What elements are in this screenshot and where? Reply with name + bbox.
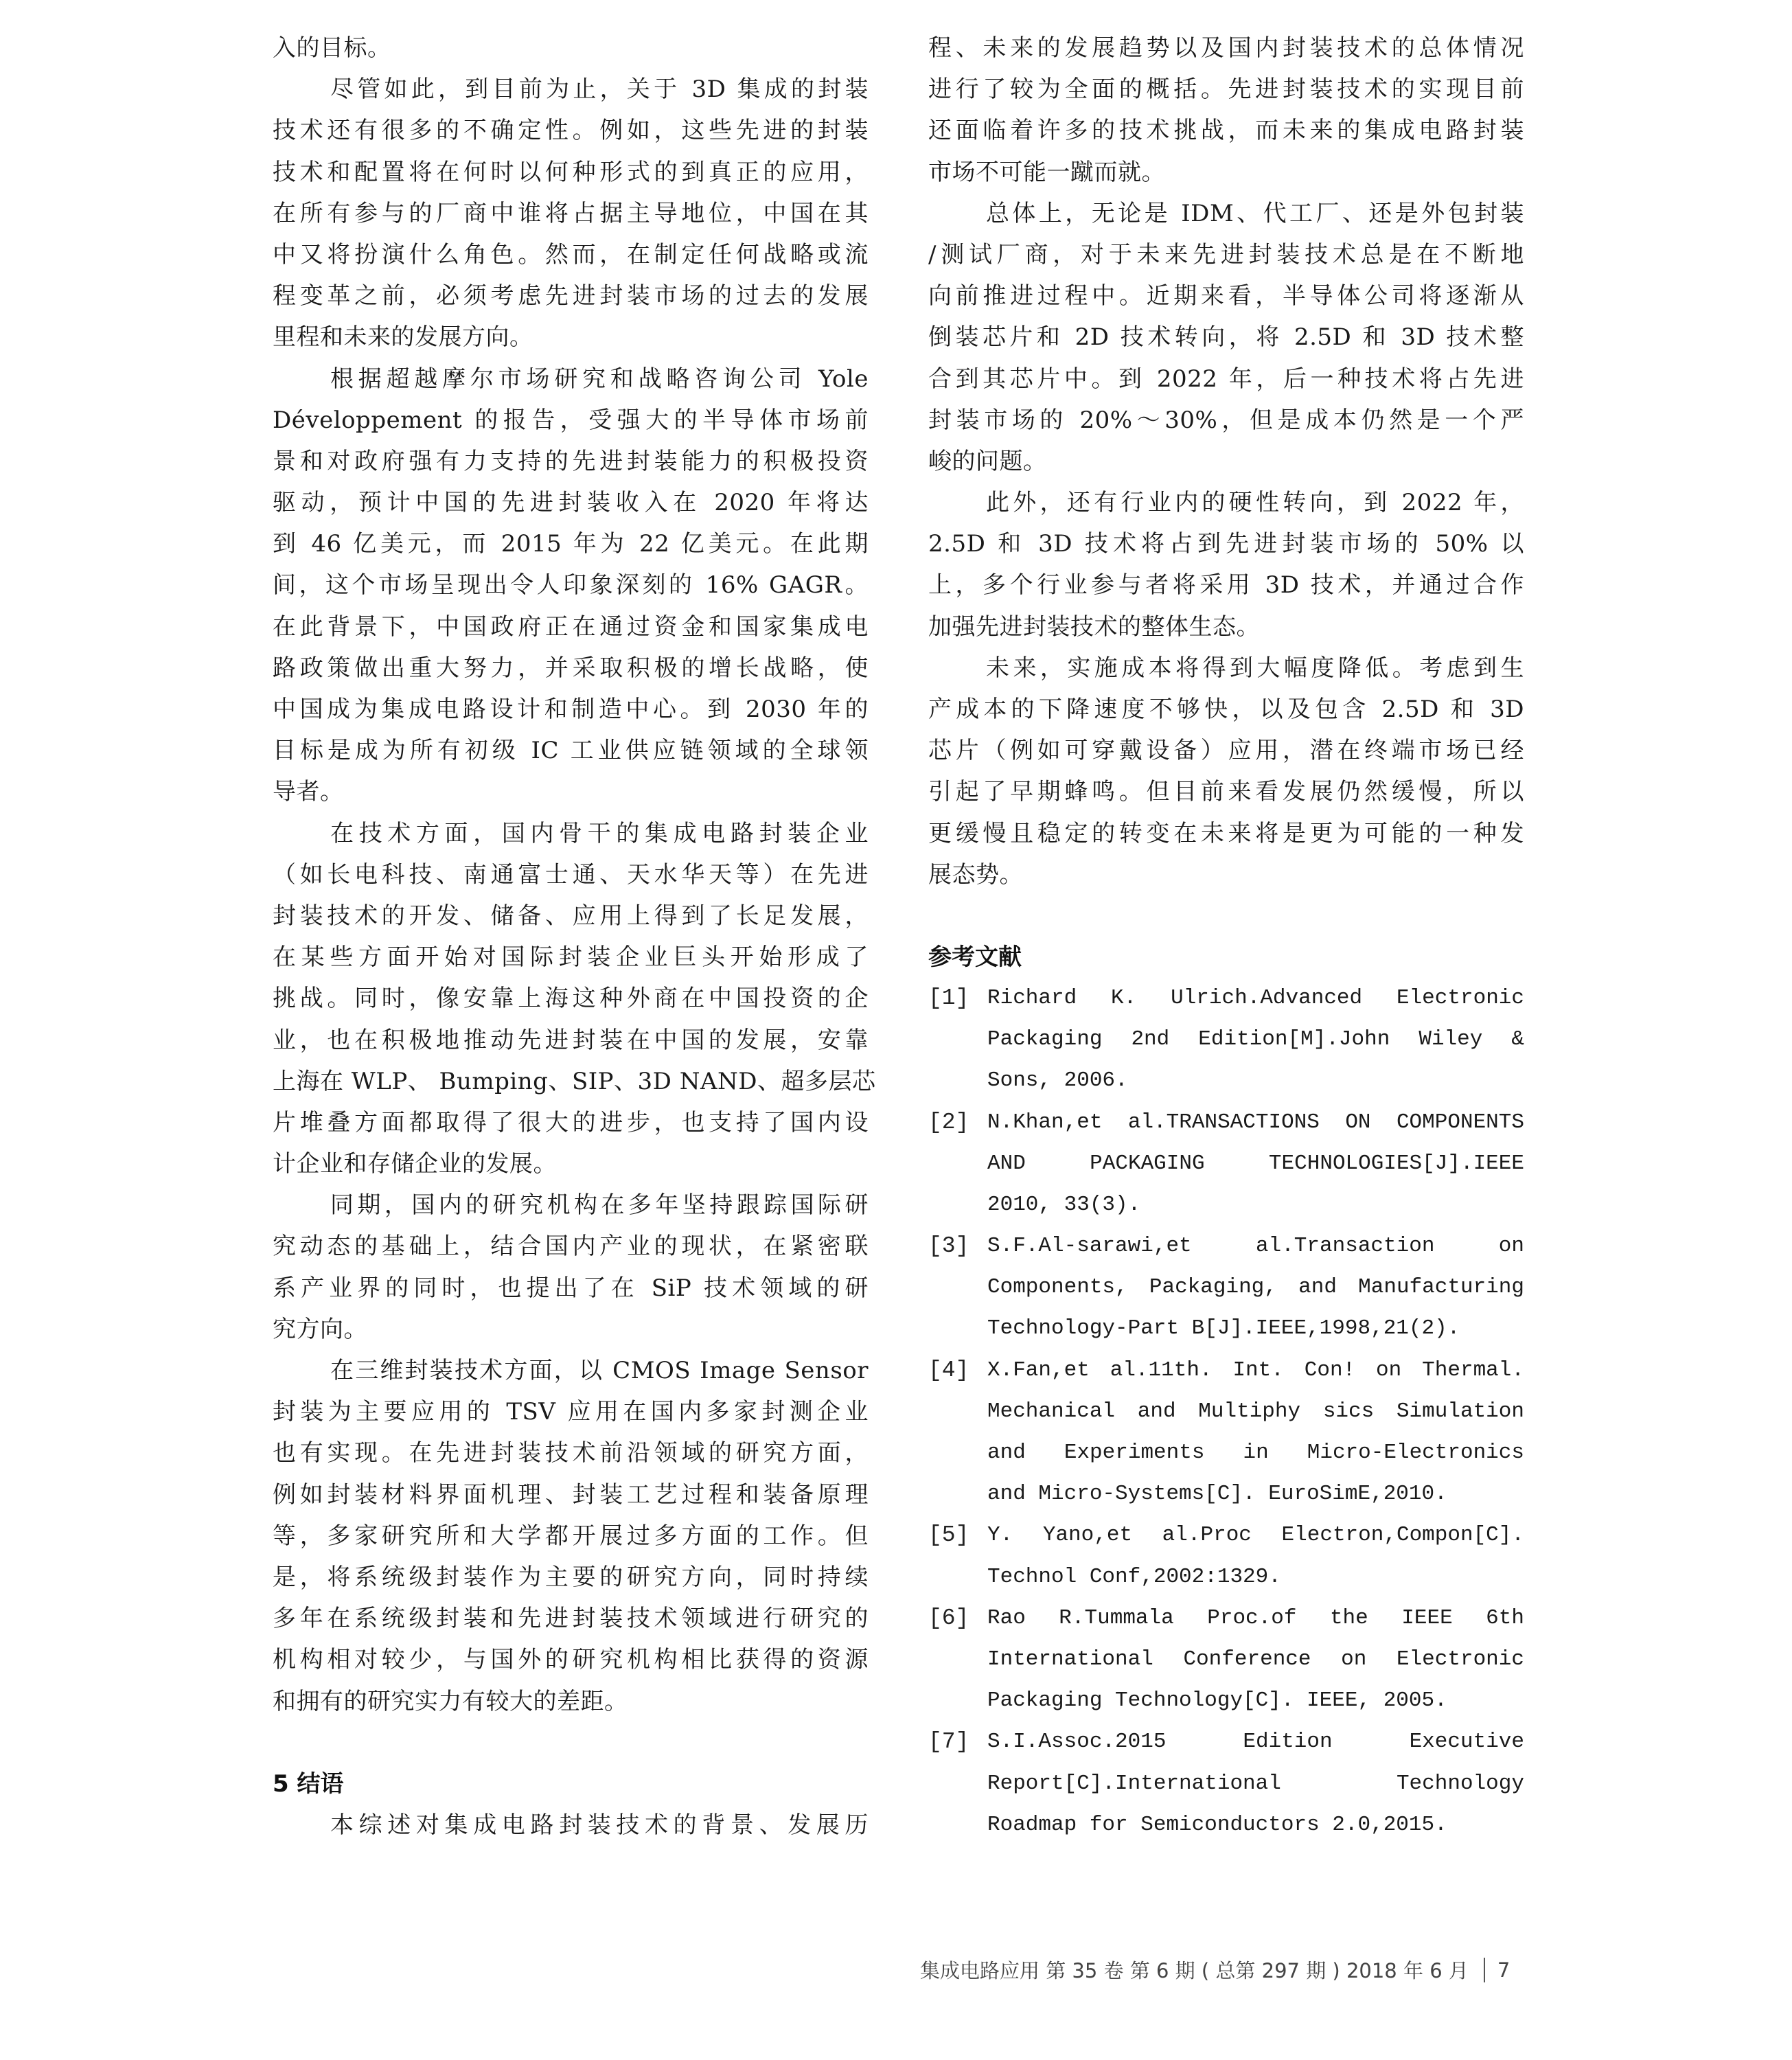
- text-line: 是，将系统级封装作为主要的研究方向，同时持续: [273, 1563, 869, 1591]
- reference-line: and Micro-Systems[C]. EuroSimE,2010.: [987, 1482, 1447, 1507]
- paragraph: [928, 193, 1524, 482]
- text-line: 本综述对集成电路封装技术的背景、发展历: [330, 1811, 869, 1839]
- reference-item: [928, 1226, 1524, 1350]
- text-line: 片堆叠方面都取得了很大的进步，也支持了国内设: [273, 1108, 869, 1136]
- text-line: 倒装芯片和 2D 技术转向，将 2.5D 和 3D 技术整: [928, 323, 1524, 352]
- text-line: 例如封装材料界面机理、封装工艺过程和装备原理: [273, 1480, 869, 1509]
- text-line: 尽管如此，到目前为止，关于 3D 集成的封装: [330, 76, 869, 104]
- reference-line: and Experiments in Micro-Electronics: [987, 1441, 1524, 1465]
- text-line: 市场不可能一蹴而就。: [928, 158, 1165, 186]
- text-line: （如长电科技、南通富士通、天水华天等）在先进: [273, 860, 869, 889]
- text-line: 驱动，预计中国的先进封装收入在 2020 年将达: [273, 489, 869, 517]
- text-line: 在此背景下，中国政府正在通过资金和国家集成电: [273, 613, 869, 641]
- text-line: 封装为主要应用的 TSV 应用在国内多家封测企业: [273, 1398, 869, 1426]
- reference-line: N.Khan,et al.TRANSACTIONS ON COMPONENTS: [987, 1110, 1524, 1134]
- page-number: 7: [1497, 1958, 1510, 1982]
- text-line: 到 46 亿美元，而 2015 年为 22 亿美元。在此期: [273, 530, 869, 558]
- text-line: 展态势。: [928, 860, 1023, 889]
- text-line: 目标是成为所有初级 IC 工业供应链领域的全球领: [273, 737, 869, 765]
- section-heading: 5 结语: [273, 1770, 344, 1798]
- paragraph: [273, 1350, 869, 1722]
- reference-number: [2]: [928, 1109, 969, 1135]
- text-line: 上，多个行业参与者将采用 3D 技术，并通过合作: [928, 571, 1524, 599]
- text-line: 中又将扮演什么角色。然而，在制定任何战略或流: [273, 240, 869, 268]
- text-line: 景和对政府强有力支持的先进封装能力的积极投资: [273, 447, 869, 475]
- text-line: 挑战。同时，像安靠上海这种外商在中国投资的企: [273, 985, 869, 1013]
- footer-divider: [1484, 1958, 1485, 1982]
- text-line: /测试厂商，对于未来先进封装技术总是在不断地: [928, 240, 1524, 268]
- text-line: 究动态的基础上，结合国内产业的现状，在紧密联: [273, 1233, 869, 1261]
- section-gap: [928, 895, 1524, 937]
- left-column: [273, 27, 876, 1846]
- text-line: 总体上，无论是 IDM、代工厂、还是外包封装: [986, 199, 1524, 227]
- text-line: 机构相对较少，与国外的研究机构相比获得的资源: [273, 1646, 869, 1674]
- paragraph: [273, 27, 869, 69]
- reference-text: [987, 1102, 1524, 1226]
- reference-text: [987, 1721, 1524, 1846]
- text-line: 加强先进封装技术的整体生态。: [928, 613, 1260, 641]
- text-line: 里程和未来的发展方向。: [273, 323, 533, 352]
- text-line: 此外，还有行业内的硬性转向，到 2022 年，: [986, 489, 1524, 517]
- text-line: 合到其芯片中。到 2022 年，后一种技术将占先进: [928, 365, 1524, 393]
- paragraph: [928, 27, 1524, 193]
- text-line: 还面临着许多的技术挑战，而未来的集成电路封装: [928, 117, 1524, 145]
- text-line: 入的目标。: [273, 34, 391, 62]
- reference-line: S.I.Assoc.2015 Edition Executive: [987, 1730, 1524, 1754]
- reference-line: Sons, 2006.: [987, 1068, 1128, 1093]
- text-line: 进行了较为全面的概括。先进封装技术的实现目前: [928, 76, 1524, 104]
- reference-item: [928, 1721, 1524, 1846]
- text-line: 中国成为集成电路设计和制造中心。到 2030 年的: [273, 696, 869, 723]
- text-line: 在三维封装技术方面，以 CMOS Image Sensor: [330, 1357, 869, 1384]
- paragraph: [273, 358, 869, 813]
- right-column: [928, 27, 1524, 1846]
- reference-line: Packaging Technology[C]. IEEE, 2005.: [987, 1689, 1447, 1713]
- reference-text: [987, 1598, 1524, 1722]
- text-line: 技术还有很多的不确定性。例如，这些先进的封装: [273, 117, 869, 145]
- text-line: 峻的问题。: [928, 447, 1047, 475]
- reference-line: Report[C].International Technology: [987, 1771, 1524, 1796]
- text-line: 程变革之前，必须考虑先进封装市场的过去的发展: [273, 282, 869, 310]
- reference-number: [6]: [928, 1605, 969, 1631]
- reference-text: [987, 1515, 1524, 1597]
- text-line: 产成本的下降速度不够快，以及包含 2.5D 和 3D: [928, 696, 1524, 723]
- reference-item: [928, 1598, 1524, 1722]
- reference-text: [987, 1226, 1524, 1350]
- text-line: 芯片（例如可穿戴设备）应用，潜在终端市场已经: [928, 737, 1524, 765]
- reference-line: AND PACKAGING TECHNOLOGIES[J].IEEE: [987, 1151, 1524, 1176]
- text-line: Développement 的报告，受强大的半导体市场前: [273, 406, 869, 434]
- text-line: 程、未来的发展趋势以及国内封装技术的总体情况: [928, 34, 1524, 62]
- reference-line: Y. Yano,et al.Proc Electron,Compon[C].: [987, 1523, 1524, 1548]
- right-column-body: [928, 27, 1524, 978]
- text-line: 也有实现。在先进封装技术前沿领域的研究方面，: [273, 1439, 869, 1467]
- reference-item: [928, 1515, 1524, 1597]
- reference-line: International Conference on Electronic: [987, 1647, 1524, 1671]
- reference-line: Packaging 2nd Edition[M].John Wiley &: [987, 1027, 1524, 1052]
- page-footer: [920, 1956, 1538, 1984]
- text-line: 同期，国内的研究机构在多年坚持跟踪国际研: [330, 1191, 869, 1220]
- text-line: 技术和配置将在何时以何种形式的到真正的应用，: [273, 158, 869, 186]
- text-line: 在某些方面开始对国际封装企业巨头开始形成了: [273, 943, 869, 972]
- reference-line: Rao R.Tummala Proc.of the IEEE 6th: [987, 1605, 1524, 1630]
- reference-item: [928, 978, 1524, 1102]
- text-line: 路政策做出重大努力，并采取积极的增长战略，使: [273, 654, 869, 682]
- reference-line: 2010, 33(3).: [987, 1192, 1141, 1217]
- text-line: 和拥有的研究实力有较大的差距。: [273, 1687, 628, 1715]
- text-line: 导者。: [273, 778, 344, 806]
- text-line: 业，也在积极地推动先进封装在中国的发展，安靠: [273, 1026, 869, 1054]
- reference-line: Roadmap for Semiconductors 2.0,2015.: [987, 1812, 1447, 1837]
- reference-line: S.F.Al-sarawi,et al.Transaction on: [987, 1234, 1524, 1259]
- text-line: 引起了早期蜂鸣。但目前来看发展仍然缓慢，所以: [928, 778, 1524, 806]
- text-line: 未来，实施成本将得到大幅度降低。考虑到生: [986, 654, 1524, 682]
- text-line: 多年在系统级封装和先进封装技术领域进行研究的: [273, 1605, 869, 1633]
- text-line: 封装技术的开发、储备、应用上得到了长足发展，: [273, 902, 869, 930]
- reference-line: Technology-Part B[J].IEEE,1998,21(2).: [987, 1316, 1460, 1341]
- text-line: 在技术方面，国内骨干的集成电路封装企业: [330, 819, 869, 847]
- paragraph: [273, 1805, 869, 1846]
- text-line: 向前推进过程中。近期来看，半导体公司将逐渐从: [928, 282, 1524, 310]
- reference-text: [987, 1350, 1524, 1515]
- paragraph: [273, 69, 869, 358]
- reference-line: Technol Conf,2002:1329.: [987, 1564, 1281, 1589]
- text-line: 2.5D 和 3D 技术将占到先进封装市场的 50% 以: [928, 530, 1524, 558]
- reference-number: [5]: [928, 1522, 969, 1548]
- paragraph: [273, 813, 876, 1185]
- paragraph: [273, 1184, 869, 1350]
- section-gap: [273, 1722, 869, 1763]
- text-line: 更缓慢且稳定的转变在未来将是更为可能的一种发: [928, 819, 1524, 847]
- reference-line: Richard K. Ulrich.Advanced Electronic: [987, 985, 1524, 1010]
- reference-line: X.Fan,et al.11th. Int. Con! on Thermal.: [987, 1358, 1524, 1382]
- reference-number: [1]: [928, 985, 969, 1011]
- reference-line: Mechanical and Multiphy sics Simulation: [987, 1399, 1524, 1423]
- text-line: 究方向。: [273, 1315, 367, 1343]
- reference-text: [987, 978, 1524, 1102]
- reference-number: [4]: [928, 1357, 969, 1383]
- reference-number: [3]: [928, 1233, 969, 1259]
- paragraph: [928, 482, 1524, 648]
- reference-number: [7]: [928, 1729, 969, 1755]
- text-line: 间，这个市场呈现出令人印象深刻的 16% GAGR。: [273, 571, 869, 599]
- text-line: 封装市场的 20%～30%，但是成本仍然是一个严: [928, 406, 1524, 434]
- text-line: 等，多家研究所和大学都开展过多方面的工作。但: [273, 1522, 869, 1550]
- text-line: 系产业界的同时，也提出了在 SiP 技术领域的研: [273, 1274, 869, 1302]
- reference-item: [928, 1102, 1524, 1226]
- reference-line: Components, Packaging, and Manufacturing: [987, 1275, 1524, 1300]
- reference-item: [928, 1350, 1524, 1515]
- paragraph: [928, 648, 1524, 895]
- section-heading: 参考文献: [928, 943, 1022, 971]
- text-line: 计企业和存储企业的发展。: [273, 1150, 557, 1178]
- text-line: 在所有参与的厂商中谁将占据主导地位，中国在其: [273, 199, 869, 227]
- journal-citation: 集成电路应用 第 35 卷 第 6 期 ( 总第 297 期 ) 2018 年 6 月: [920, 1959, 1469, 1982]
- text-line: 上海在 WLP、 Bumping、SIP、3D NAND、超多层芯: [273, 1067, 876, 1095]
- references-list: [928, 978, 1524, 1846]
- text-line: 根据超越摩尔市场研究和战略咨询公司 Yole: [330, 365, 869, 393]
